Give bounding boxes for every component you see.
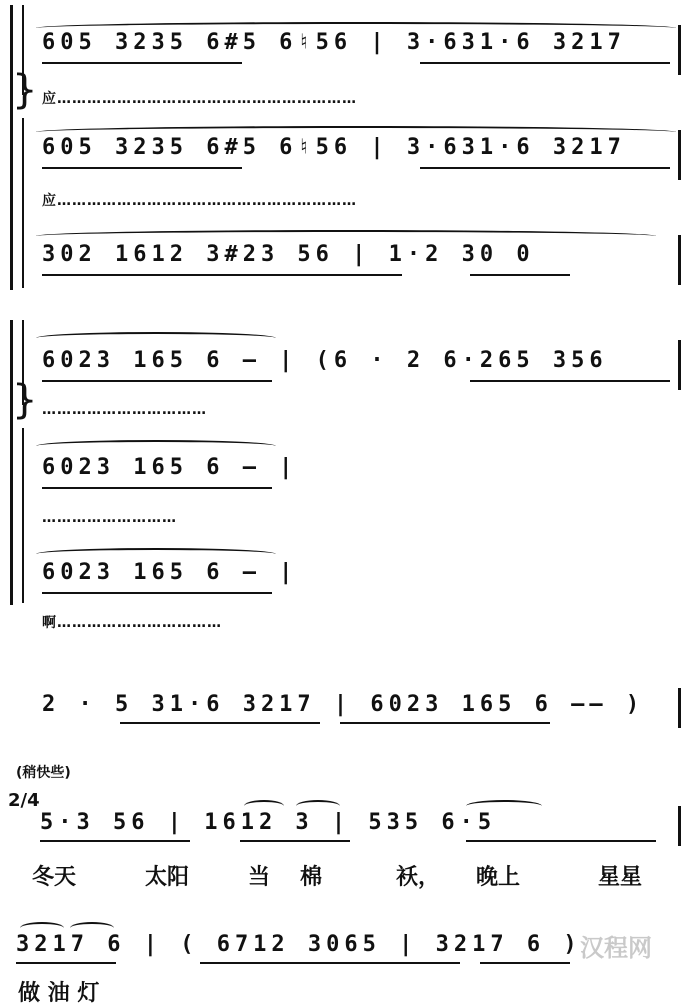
phrase-slur bbox=[36, 332, 276, 344]
barline bbox=[678, 130, 681, 180]
lyric-line: 做 油 灯 bbox=[18, 981, 100, 1006]
staff-notes: 2 · 5 31·6 3217 | 6023 165 6 —— ) bbox=[42, 692, 645, 717]
lyric-line: ……………………… bbox=[42, 510, 177, 526]
underline bbox=[120, 722, 320, 724]
lyric: 袄， bbox=[396, 865, 441, 890]
system-bracket bbox=[10, 5, 13, 290]
underline bbox=[470, 274, 570, 276]
underline bbox=[200, 962, 460, 964]
underline bbox=[40, 840, 190, 842]
underline bbox=[42, 274, 402, 276]
underline bbox=[16, 962, 116, 964]
phrase-slur bbox=[36, 548, 276, 560]
barline bbox=[678, 806, 681, 846]
barline bbox=[678, 340, 681, 390]
phrase-slur bbox=[36, 440, 276, 452]
lyric: 太阳 bbox=[145, 865, 190, 890]
lyric: 冬天 bbox=[32, 865, 77, 890]
staff-notes: 605 3235 6#5 6♮56 | 3·631·6 3217 bbox=[42, 135, 626, 160]
underline bbox=[42, 167, 242, 169]
lyric: 星星 bbox=[598, 865, 643, 890]
staff-notes: 3217 6 | ( 6712 3065 | 3217 6 ) bbox=[16, 932, 582, 957]
underline bbox=[480, 962, 570, 964]
underline bbox=[240, 840, 350, 842]
time-signature: 2/4 bbox=[8, 790, 40, 811]
lyric-line: …………………………… bbox=[42, 402, 207, 418]
end-barline bbox=[678, 688, 681, 728]
tempo-marking: (稍快些) bbox=[16, 765, 71, 781]
underline bbox=[470, 380, 670, 382]
lyric: 当 bbox=[248, 865, 271, 890]
brace: } bbox=[12, 67, 38, 113]
underline bbox=[340, 722, 550, 724]
barline bbox=[678, 25, 681, 75]
watermark: 汉程网 bbox=[580, 934, 652, 962]
staff-notes: 5·3 56 | 1612 3 | 535 6·5 bbox=[40, 810, 497, 835]
staff-notes: 6023 165 6 — | bbox=[42, 455, 298, 480]
underline bbox=[42, 592, 272, 594]
staff-notes: 6023 165 6 — | (6 · 2 6·265 356 bbox=[42, 348, 608, 373]
underline bbox=[42, 380, 272, 382]
staff-notes: 302 1612 3#23 56 | 1·2 30 0 bbox=[42, 242, 535, 267]
lyric-line: 啊…………………………… bbox=[42, 615, 222, 631]
lyric-line: 应…………………………………………………… bbox=[42, 193, 357, 209]
underline bbox=[420, 167, 670, 169]
underline bbox=[466, 840, 656, 842]
underline bbox=[420, 62, 670, 64]
staff-line-left bbox=[22, 118, 24, 288]
underline bbox=[42, 62, 242, 64]
staff-line-left bbox=[22, 428, 24, 603]
underline bbox=[42, 487, 272, 489]
staff-notes: 605 3235 6#5 6♮56 | 3·631·6 3217 bbox=[42, 30, 626, 55]
brace: } bbox=[12, 377, 38, 423]
staff-notes: 6023 165 6 — | bbox=[42, 560, 298, 585]
system-bracket bbox=[10, 320, 13, 605]
lyric-line: 应…………………………………………………… bbox=[42, 91, 357, 107]
phrase-slur bbox=[36, 230, 656, 242]
lyric: 棉 bbox=[300, 865, 323, 890]
barline bbox=[678, 235, 681, 285]
lyric: 晚上 bbox=[476, 865, 521, 890]
